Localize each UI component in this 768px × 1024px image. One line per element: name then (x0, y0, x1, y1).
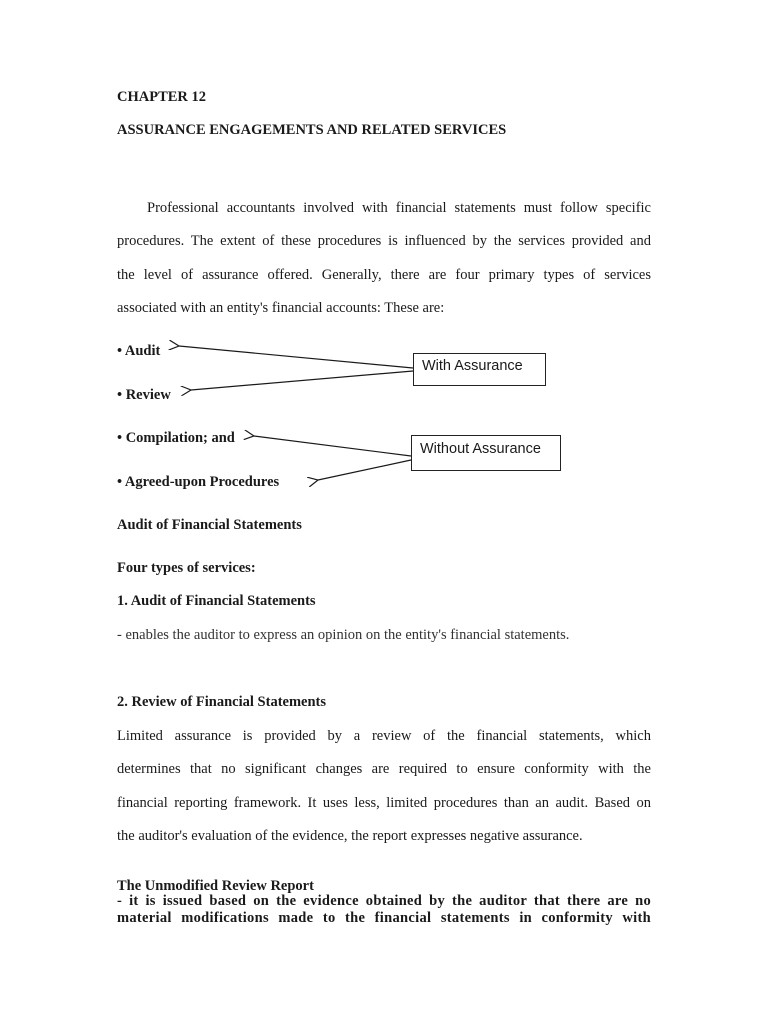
review-line: determines that no significant changes are required to ensure conformity with the (117, 761, 651, 778)
service-compilation: • Compilation; and (117, 430, 235, 446)
arrow-to-review (191, 371, 413, 390)
review-line: financial reporting framework. It uses less, limited procedures than an audit. Based on (117, 794, 651, 811)
unmodified-report-heading: The Unmodified Review Report (117, 878, 314, 894)
review-line: Limited assurance is provided by a review of the financial statements, which (117, 728, 651, 744)
intro-line: procedures. The extent of these procedures is influenced by the services provided and (117, 233, 651, 250)
review-paragraph (117, 726, 651, 859)
with-assurance-box: With Assurance (413, 353, 546, 386)
chapter-label: CHAPTER 12 (117, 89, 207, 105)
review-line: the auditor's evaluation of the evidence, the report expresses negative assurance. (117, 827, 583, 844)
item2-heading: 2. Review of Financial Statements (117, 694, 327, 710)
arrow-to-compilation (254, 436, 411, 456)
arrow-to-agreed-upon (318, 460, 411, 480)
four-types-heading: Four types of services: (117, 560, 256, 576)
item1-heading: 1. Audit of Financial Statements (117, 593, 316, 609)
audit-section-heading: Audit of Financial Statements (117, 517, 302, 533)
arrow-to-audit (179, 346, 413, 368)
intro-line: the level of assurance offered. Generally, there are four primary types of services (117, 266, 651, 283)
unmodified-line: material modifications made to the financial statements in conformity with (117, 910, 651, 926)
unmodified-line: - it is issued based on the evidence obtained by the auditor that there are no (117, 893, 651, 909)
unmodified-report-text (117, 893, 651, 927)
chapter-title: ASSURANCE ENGAGEMENTS AND RELATED SERVICES (117, 122, 507, 138)
service-review: • Review (117, 387, 171, 403)
service-audit: • Audit (117, 343, 161, 359)
without-assurance-box: Without Assurance (411, 435, 561, 471)
intro-line: Professional accountants involved with financial statements must follow specific (147, 200, 651, 216)
item1-description: - enables the auditor to express an opinion on the entity's financial statements. (117, 627, 570, 643)
service-agreed-upon: • Agreed-upon Procedures (117, 474, 280, 490)
intro-line: associated with an entity's financial accounts: These are: (117, 299, 445, 316)
